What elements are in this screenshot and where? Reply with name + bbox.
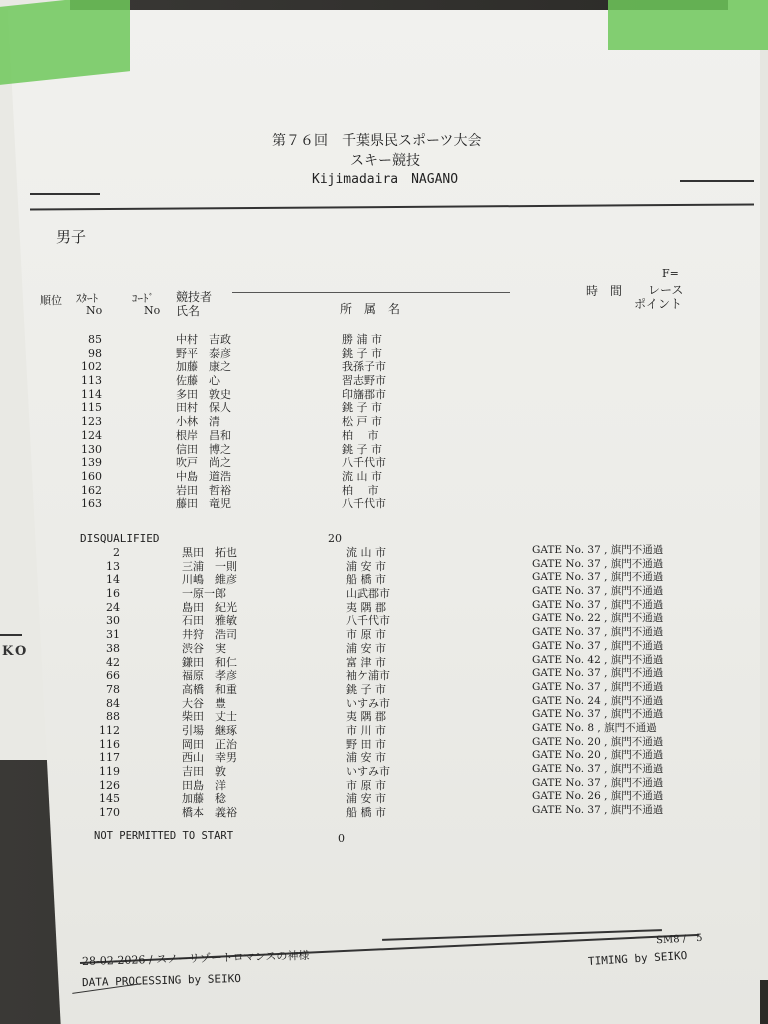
list-item: 浦 安 市 [346, 751, 386, 765]
list-item: 富 津 市 [346, 655, 386, 669]
list-item: 三浦 一則 [182, 559, 237, 573]
list-item: 大谷 豊 [182, 696, 226, 710]
list-item: 42 [106, 655, 120, 669]
list-item: 松 戸 市 [342, 415, 382, 429]
dsq-label: DISQUALIFIED [80, 532, 160, 545]
list-item: 藤田 竜児 [176, 497, 231, 511]
list-item: 市 川 市 [346, 723, 386, 737]
dsq-count: 20 [328, 532, 342, 545]
list-item: 船 橋 市 [346, 573, 386, 587]
adjacent-sheet-rule [0, 634, 22, 636]
list-item: GATE No. 37 , 旗門不通過 [532, 598, 664, 611]
list-item: 123 [81, 415, 102, 429]
list-item: 岡田 正治 [182, 737, 237, 751]
list-item: GATE No. 37 , 旗門不通過 [532, 571, 664, 584]
col-time: 時 間 [586, 284, 623, 298]
list-item: 78 [106, 682, 120, 696]
col-start-label: ｽﾀｰﾄ [76, 292, 98, 305]
list-item: 鎌田 和仁 [182, 655, 237, 669]
list-item: 印旛郡市 [342, 387, 386, 401]
list-item: GATE No. 37 , 旗門不通過 [532, 544, 664, 556]
list-item: 加藤 稔 [182, 792, 226, 806]
list-item: 野 田 市 [346, 737, 386, 751]
footer-processing: DATA PROCESSING by SEIKO [81, 971, 242, 990]
list-item: 170 [99, 806, 120, 820]
list-item: 銚 子 市 [342, 401, 382, 415]
list-item: GATE No. 37 , 旗門不通過 [532, 626, 664, 639]
list-item: GATE No. 37 , 旗門不通過 [532, 667, 664, 680]
list-item: 117 [99, 751, 120, 765]
list-item: 14 [106, 573, 120, 587]
dsq-clubs [346, 546, 390, 820]
list-item: 福原 孝彦 [182, 669, 237, 683]
list-item: 高橋 和重 [182, 682, 237, 696]
list-item: 銚 子 市 [346, 682, 386, 696]
finishers-names [176, 333, 231, 511]
footer-page: SM8 / 5 [655, 932, 703, 947]
dsq-start-numbers [76, 546, 120, 820]
list-item: 夷 隅 郡 [346, 600, 386, 614]
list-item: いすみ市 [346, 765, 390, 778]
list-item: GATE No. 26 , 旗門不通過 [532, 790, 664, 803]
list-item: 柏 市 [342, 483, 379, 497]
list-item: GATE No. 24 , 旗門不通過 [532, 694, 664, 707]
list-item: 黒田 拓也 [182, 546, 237, 559]
list-item: 流 山 市 [346, 546, 386, 559]
list-item: 130 [81, 442, 102, 456]
list-item: 119 [99, 765, 120, 778]
list-item: GATE No. 37 , 旗門不通過 [532, 557, 664, 570]
list-item: 浦 安 市 [346, 641, 386, 655]
list-item: 66 [106, 669, 120, 683]
list-item: GATE No. 37 , 旗門不通過 [532, 776, 664, 789]
dns-count: 0 [338, 832, 345, 845]
list-item: 市 原 市 [346, 778, 386, 792]
list-item: 126 [99, 778, 120, 792]
list-item: 162 [81, 483, 102, 497]
list-item: 吉田 敦 [182, 765, 226, 778]
list-item: 124 [81, 428, 102, 442]
list-item: 84 [106, 696, 120, 710]
event-title: 第７６回 千葉県民スポーツ大会 [272, 133, 482, 149]
list-item: 30 [106, 614, 120, 628]
list-item: 銚 子 市 [342, 346, 382, 360]
adjacent-sheet-text: KO [2, 644, 29, 659]
finishers-clubs [342, 333, 386, 511]
footer-date-event: 28-02-2026 / スノーリゾートロマンスの神様 [81, 949, 310, 968]
dsq-names [182, 546, 237, 820]
list-item: 13 [106, 559, 120, 573]
list-item: 銚 子 市 [342, 442, 382, 456]
list-item: GATE No. 37 , 旗門不通過 [532, 680, 664, 693]
list-item: 八千代市 [342, 497, 386, 511]
footer-timing: TIMING by SEIKO [587, 948, 688, 969]
list-item: 船 橋 市 [346, 806, 386, 820]
dns-label: NOT PERMITTED TO START [94, 830, 234, 842]
tape-right [608, 0, 768, 50]
list-item: いすみ市 [346, 696, 390, 710]
list-item: 中村 吉政 [176, 333, 231, 346]
list-item: 信田 博之 [176, 442, 231, 456]
list-item: 中島 道浩 [176, 469, 231, 483]
list-item: 一原一郎 [182, 587, 226, 601]
list-item: 加藤 康之 [176, 360, 231, 374]
list-item: 85 [88, 333, 102, 346]
list-item: 西山 幸男 [182, 751, 237, 765]
list-item: 山武郡市 [346, 587, 390, 601]
tape-left [0, 0, 130, 85]
list-item: 佐藤 心 [176, 374, 220, 388]
list-item: 岩田 哲裕 [176, 483, 231, 497]
list-item: 井狩 浩司 [182, 628, 237, 642]
list-item: 八千代市 [342, 456, 386, 470]
list-item: 習志野市 [342, 374, 386, 388]
list-item: 島田 紀光 [182, 600, 237, 614]
rule-top-right [680, 180, 754, 182]
list-item: 市 原 市 [346, 628, 386, 642]
list-item: 24 [106, 600, 120, 614]
col-race: レース [648, 283, 684, 297]
event-venue: Kijimadaira NAGANO [312, 172, 459, 187]
list-item: GATE No. 42 , 旗門不通過 [532, 653, 664, 666]
list-item: GATE No. 37 , 旗門不通過 [532, 585, 664, 598]
col-competitor: 競技者 [176, 290, 213, 304]
list-item: 2 [113, 546, 120, 559]
list-item: 98 [88, 346, 102, 360]
list-item: 38 [106, 641, 120, 655]
list-item: 浦 安 市 [346, 559, 386, 573]
list-item: 袖ケ浦市 [346, 669, 390, 683]
list-item: 柴田 丈士 [182, 710, 237, 724]
list-item: 114 [81, 387, 102, 401]
list-item: 102 [81, 360, 102, 374]
list-item: 渋谷 実 [182, 641, 226, 655]
list-item: 113 [81, 374, 102, 388]
col-header-dashline [232, 292, 510, 293]
list-item: 石田 雅敏 [182, 614, 237, 628]
list-item: 川嶋 維彦 [182, 573, 237, 587]
list-item: 115 [81, 401, 102, 415]
rule-top-left [30, 193, 100, 195]
list-item: 163 [81, 497, 102, 511]
list-item: 八千代市 [346, 614, 390, 628]
list-item: 145 [99, 792, 120, 806]
list-item: 橋本 義裕 [182, 806, 237, 820]
list-item: GATE No. 37 , 旗門不通過 [532, 639, 664, 652]
list-item: GATE No. 20 , 旗門不通過 [532, 749, 664, 762]
list-item: 112 [99, 723, 120, 737]
list-item: 多田 敦史 [176, 387, 231, 401]
list-item: 田島 洋 [182, 778, 226, 792]
list-item: GATE No. 8 , 旗門不通過 [532, 721, 657, 734]
list-item: 我孫子市 [342, 360, 386, 374]
list-item: 夷 隅 郡 [346, 710, 386, 724]
list-item: 根岸 昌和 [176, 428, 231, 442]
list-item: 浦 安 市 [346, 792, 386, 806]
list-item: 116 [99, 737, 120, 751]
list-item: GATE No. 20 , 旗門不通過 [532, 735, 664, 748]
list-item: 139 [81, 456, 102, 470]
col-rank: 順位 [40, 294, 62, 307]
list-item: 野平 泰彦 [176, 346, 231, 360]
list-item: 田村 保人 [176, 401, 231, 415]
dsq-reasons [532, 544, 663, 818]
col-name: 氏名 [176, 304, 201, 318]
event-discipline: スキー競技 [350, 153, 420, 169]
list-item: GATE No. 22 , 旗門不通過 [532, 612, 664, 625]
list-item: GATE No. 37 , 旗門不通過 [532, 804, 664, 817]
list-item: 31 [106, 628, 120, 642]
list-item: 小林 清 [176, 415, 220, 429]
col-affiliation: 所 属 名 [340, 302, 401, 316]
list-item: GATE No. 37 , 旗門不通過 [532, 763, 664, 775]
list-item: 流 山 市 [342, 469, 382, 483]
list-item: 160 [81, 469, 102, 483]
list-item: 勝 浦 市 [342, 333, 382, 346]
category-label: 男子 [56, 228, 87, 246]
col-start-no: No [86, 304, 103, 317]
finishers-start-numbers [76, 333, 102, 511]
col-code-no: No [144, 304, 161, 317]
list-item: 88 [106, 710, 120, 724]
list-item: 引場 継琢 [182, 723, 237, 737]
col-f-equals: F= [662, 267, 679, 280]
col-code-label: ｺｰﾄﾞ [132, 292, 154, 305]
col-points: ポイント [634, 297, 683, 311]
list-item: GATE No. 37 , 旗門不通過 [532, 708, 664, 721]
list-item: 柏 市 [342, 428, 379, 442]
list-item: 16 [106, 587, 120, 601]
list-item: 吹戸 尚之 [176, 456, 231, 470]
